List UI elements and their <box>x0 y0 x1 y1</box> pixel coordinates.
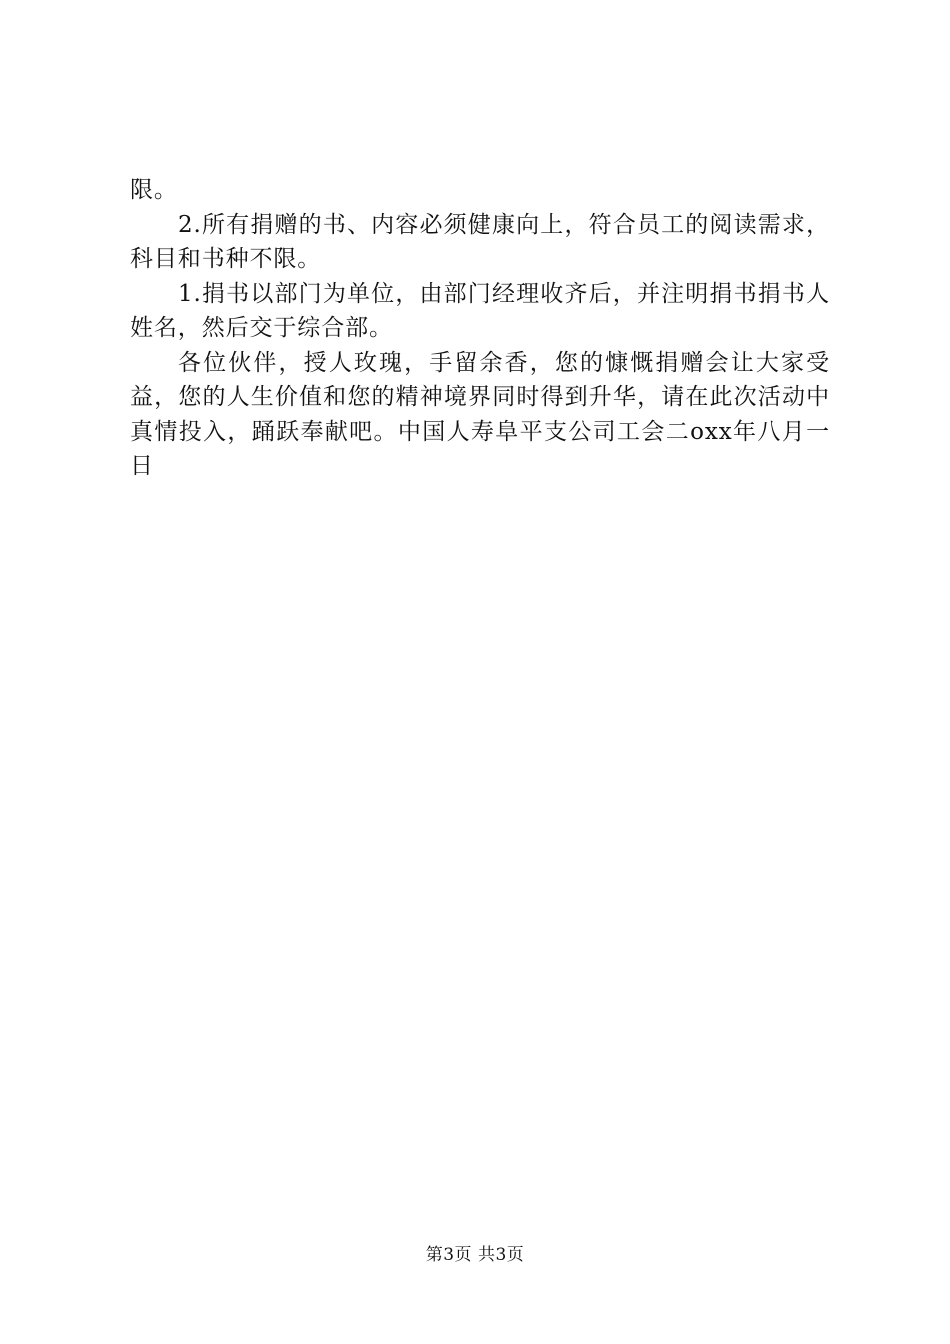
paragraph-rule-2: 2.所有捐赠的书、内容必须健康向上，符合员工的阅读需求，科目和书种不限。 <box>130 211 830 272</box>
paragraph-continuation: 限。 <box>130 177 178 203</box>
document-body <box>130 173 830 484</box>
page-footer: 第3页 共3页 <box>425 1245 525 1265</box>
paragraph-closing: 各位伙伴，授人玫瑰，手留余香，您的慷慨捐赠会让大家受益，您的人生价值和您的精神境界同时得到升华，请在此次活动中真情投入，踊跃奉献吧。中国人寿阜平支公司工会二oxx年八月一日 <box>130 349 830 479</box>
paragraph-rule-1: 1.捐书以部门为单位，由部门经理收齐后，并注明捐书捐书人姓名，然后交于综合部。 <box>130 280 830 341</box>
